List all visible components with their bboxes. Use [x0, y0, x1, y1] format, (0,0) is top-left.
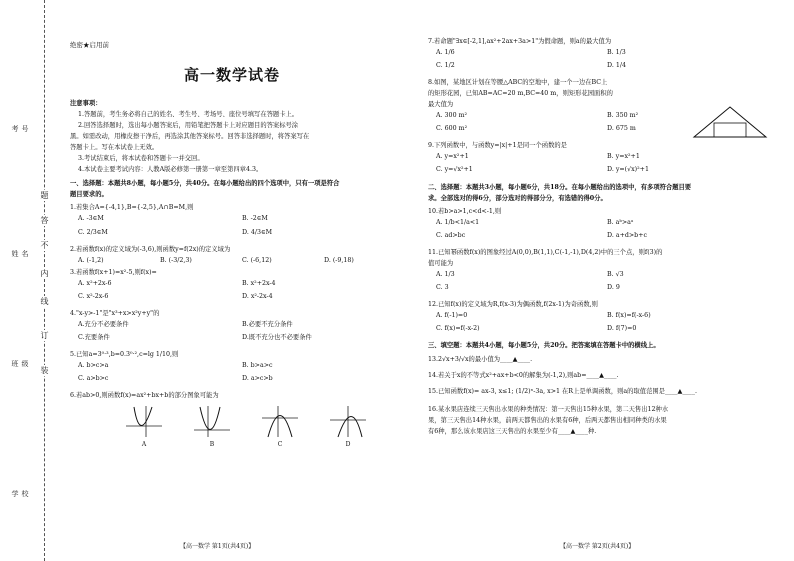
option-group: [436, 219, 778, 245]
answer-option: C. (-6,12): [242, 256, 272, 264]
question-stem: 12.已知f(x)的定义域为R,f(x-3)为偶函数,f(2x-1)为奇函数,则: [428, 300, 598, 308]
fill-question: 16.某水果店连续三天售出水果的种类情况：第一天售出15种水果，第二天售出12种水: [428, 406, 669, 414]
answer-option: A. 300 m²: [436, 112, 468, 120]
answer-option: C. a>b>c: [78, 375, 109, 383]
question-stem: 9.下列函数中，与函数y=|x|+1是同一个函数的是: [428, 142, 567, 150]
answer-option: B. -2∈M: [242, 215, 268, 223]
graph-label: D: [345, 440, 351, 448]
seal-char: 内: [38, 268, 51, 279]
answer-option: C. ad>bc: [436, 231, 466, 239]
option-group: [78, 215, 406, 241]
seal-char: 线: [38, 296, 51, 307]
answer-option: B. aᵇ>aᵃ: [607, 218, 634, 226]
seal-char: 题: [38, 190, 51, 201]
answer-option: D. x²-2x-4: [242, 292, 273, 300]
option-group: [78, 257, 406, 265]
answer-option: D. 1/4: [607, 62, 626, 70]
question-stem: 1.若集合A={-4,1},B={-2,5},A∩B=M,则: [70, 204, 194, 212]
question-list: [428, 208, 778, 338]
seal-char: 订: [38, 330, 51, 341]
question-list: [70, 204, 406, 400]
graph-label: A: [141, 440, 147, 448]
note-line: 1.答题前，考生务必将自己的姓名、考生号、考场号、座位号填写在答题卡上。: [78, 111, 299, 119]
graph-option: [110, 404, 178, 448]
answer-option: A. -3∈M: [78, 215, 104, 223]
parabola-graph-icon: [328, 404, 368, 438]
answer-option: B. b>a>c: [242, 361, 273, 369]
seal-char: 答: [38, 215, 51, 226]
answer-option: B.必要不充分条件: [242, 320, 293, 328]
fill-question: 13.2√x+3/√x的最小值为____▲____.: [428, 356, 533, 364]
option-group: [78, 280, 406, 306]
option-group: [436, 153, 778, 179]
answer-option: C. y=√x²+1: [436, 166, 473, 174]
question-stem-cont: 的矩形花园，已知AB=AC=20 m,BC=40 m，则矩形花园面积的: [428, 90, 613, 98]
parabola-graph-icon: [124, 404, 164, 438]
option-group: [436, 312, 778, 338]
triangle-figure-icon: [690, 103, 770, 143]
answer-option: A. b>c>a: [78, 361, 109, 369]
answer-option: A. 1/6: [436, 49, 455, 57]
question-stem: 10.若b>a>1,c<d<-1,则: [428, 207, 502, 215]
binding-label: 号 考: [11, 125, 29, 132]
section-heading: 题目要求的。: [70, 191, 108, 199]
note-line: 黑。如需改动，用橡皮擦干净后，再选涂其他答案标号。回答非选择题时，将答案写在: [70, 133, 310, 141]
answer-option: B. (-3/2,3): [160, 256, 192, 264]
seal-char: 不: [38, 240, 51, 251]
option-group: [78, 321, 406, 347]
answer-option: B. 350 m²: [607, 112, 639, 120]
answer-option: D. (-9,18): [324, 256, 354, 264]
answer-option: B. y=x²+1: [607, 153, 640, 161]
section-heading: 二、选择题：本题共3小题，每小题6分，共18分。在每小题给出的选项中，有多项符合题目要: [428, 183, 692, 191]
answer-option: A. x²+2x-6: [78, 279, 112, 287]
answer-option: C. 1/2: [436, 62, 455, 70]
answer-option: C.充要条件: [78, 333, 110, 341]
answer-option: C. 2/3∈M: [78, 228, 108, 236]
answer-option: A. (-1,2): [78, 256, 104, 264]
binding-label: 级 班: [11, 360, 29, 367]
confidential-mark: 绝密★启用前: [70, 41, 109, 49]
question-stem-cont: 最大值为: [428, 101, 454, 109]
left-column: [70, 100, 406, 448]
fill-question: 有6种，那么该水果店这三天售出的水果至少有____▲____种.: [428, 428, 597, 436]
answer-option: B. √3: [607, 270, 624, 278]
seal-char: 装: [38, 365, 51, 376]
note-line: 3.考试结束后，将本试卷和答题卡一并交回。: [78, 155, 204, 163]
graph-label: C: [277, 440, 283, 448]
answer-option: B. 1/3: [607, 49, 626, 57]
answer-option: C. 3: [436, 283, 449, 291]
question-stem: 8.如图，某地区计划在等腰△ABC的空地中，建一个一边在BC上: [428, 79, 608, 87]
graph-label: B: [209, 440, 215, 448]
page-footer: 【高一数学 第2页(共4页)】: [560, 543, 635, 550]
answer-option: B. x²+2x-4: [242, 279, 276, 287]
question-stem: 5.已知a=3⁰·³,b=0.3⁰·²,c=lg 1/10,则: [70, 350, 179, 358]
parabola-graph-icon: [260, 404, 300, 438]
page-footer: 【高一数学 第1页(共4页)】: [180, 543, 255, 550]
answer-option: D. f(7)=0: [607, 325, 637, 333]
fill-question: 果，第三天售出14种水果，前两天都售出的水果有6种，后两天都售出相同种类的水果: [428, 417, 667, 425]
answer-option: D. a+d>b+c: [607, 231, 647, 239]
section-heading: 求。全部选对的得6分，部分选对的得部分分，有选错的得0分。: [428, 194, 607, 202]
option-group: [78, 362, 406, 388]
note-line: 4.本试卷主要考试内容：人教A版必修第一册第一章至第四章4.3。: [78, 166, 263, 174]
fill-question: 14.若关于x的不等式x²+ax+b<0的解集为(-1,2),则ab=____▲____.: [428, 372, 619, 380]
graph-options: [110, 404, 406, 448]
question-stem-cont: 值可能为: [428, 259, 454, 267]
answer-option: A. 1/b<1/a<1: [436, 218, 480, 226]
section-heading: 一、选择题：本题共8小题，每小题5分，共40分。在每小题给出的四个选项中，只有一项是符合: [70, 180, 340, 188]
right-column: [428, 38, 778, 439]
graph-option: [314, 404, 382, 448]
question-stem: 2.若函数f(x)的定义域为(-3,6),则函数y=f(2x)的定义域为: [70, 245, 231, 253]
question-stem: 7.若命题"∃x∈[-2,1],ax²+2ax+3a>1"为假命题，则a的最大值为: [428, 38, 612, 45]
page-title: 高一数学试卷: [184, 66, 281, 84]
binding-label: 名 姓: [11, 250, 29, 257]
graph-option: [246, 404, 314, 448]
parabola-graph-icon: [192, 404, 232, 438]
answer-option: D. 4/3∈M: [242, 228, 273, 236]
answer-option: C. 600 m²: [436, 125, 468, 133]
answer-option: C. f(x)=f(-x-2): [436, 325, 480, 333]
question-stem: 4."x-y>-1"是"x³+x>x²y+y"的: [70, 309, 160, 317]
answer-option: D. a>c>b: [242, 375, 273, 383]
note-line: 答题卡上。写在本试卷上无效。: [70, 144, 159, 152]
notes-heading: 注意事项：: [70, 100, 102, 107]
answer-option: D. y=(√x)²+1: [607, 166, 649, 174]
question-stem: 3.若函数f(x+1)=x²-5,则f(x)=: [70, 268, 157, 276]
section-heading: 三、填空题：本题共4小题，每小题5分，共20分。把答案填在答题卡中的横线上。: [428, 342, 660, 350]
answer-option: B. f(x)=f(-x-6): [607, 311, 651, 319]
graph-option: [178, 404, 246, 448]
binding-line: [44, 0, 45, 561]
fill-question: 15.已知函数f(x)= ax-3, x≤1; (1/2)ˣ-3a, x>1 在R上是单调函数，则a的取值范围是____▲____.: [428, 388, 697, 396]
answer-option: A. f(-1)=0: [436, 311, 468, 319]
answer-option: D. 9: [607, 283, 620, 291]
binding-margin: [0, 0, 58, 561]
answer-option: C. x²-2x-6: [78, 292, 109, 300]
question-stem: 11.已知幂函数f(x)的图象经过A(0,0),B(1,1),C(-1,-1),D(4,2)中的三个点，则f(3)的: [428, 248, 663, 256]
answer-option: D.既不充分也不必要条件: [242, 333, 312, 341]
option-group: [436, 49, 778, 75]
answer-option: A. y=x²+1: [436, 153, 469, 161]
question-stem: 6.若ab>0,则函数f(x)=ax²+bx+b的部分图象可能为: [70, 392, 219, 400]
note-line: 2.回答选择题时，选出每小题答案后，用铅笔把答题卡上对应题目的答案标号涂: [78, 122, 299, 130]
answer-option: D. 675 m: [607, 125, 636, 133]
answer-option: A. 1/3: [436, 270, 455, 278]
answer-option: A.充分不必要条件: [78, 320, 129, 328]
binding-label: 校 学: [11, 490, 29, 497]
option-group: [436, 271, 778, 297]
